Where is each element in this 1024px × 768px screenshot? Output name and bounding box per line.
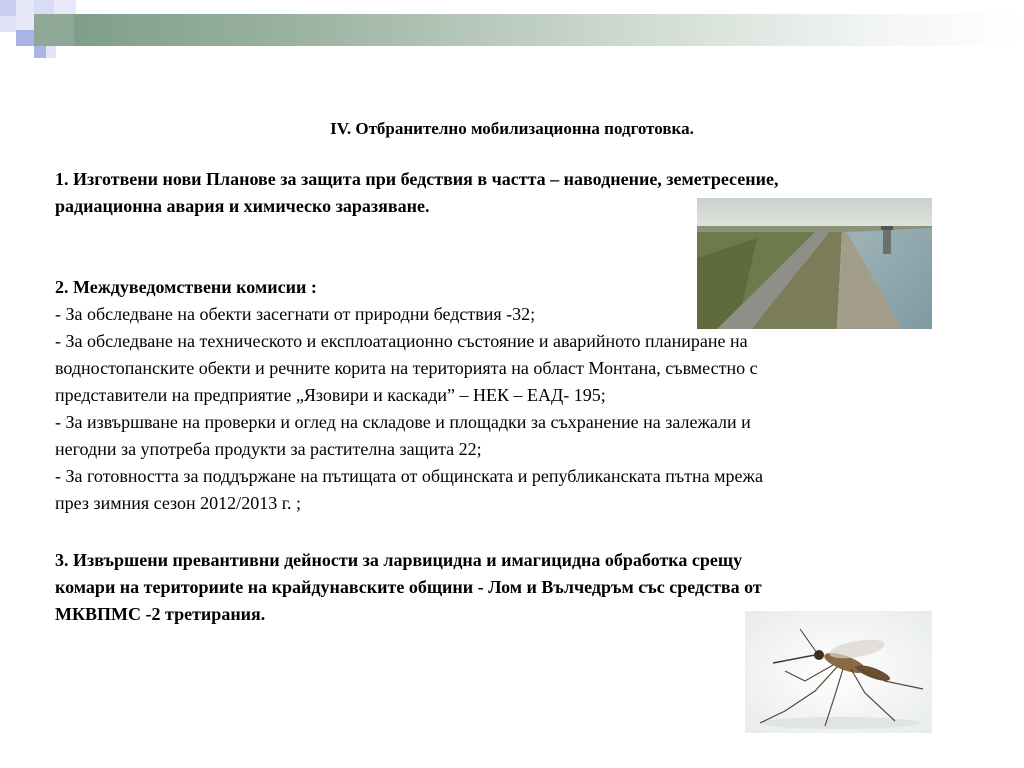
decor-square: [0, 16, 16, 32]
item-3-line: МКВПМС -2 третирания.: [55, 604, 266, 624]
item-1-line: радиационна авария и химическо заразяване.: [55, 196, 430, 216]
item-2-line: - За готовността за поддържане на пътищата от общинската и републиканската пътна мрежа: [55, 466, 763, 486]
item-3-line: комари на територииte на крайдунавските общини - Лом и Вълчедръм със средства от: [55, 577, 762, 597]
item-3-line: 3. Извършени превантивни дейности за ларвицидна и имагицидна обработка срещу: [55, 550, 743, 570]
decor-square: [34, 14, 76, 46]
decor-square: [16, 0, 34, 30]
item-2-heading: 2. Междуведомствени комисии :: [55, 277, 317, 297]
decor-square: [54, 0, 76, 14]
item-2-line: водностопанските обекти и речните корита на територията на област Монтана, съвместно с: [55, 358, 758, 378]
header-gradient-bar: [74, 14, 1024, 46]
dam-photo-image: [697, 198, 932, 329]
dam-photo: [697, 198, 932, 329]
item-2-line: - За обследване на техническото и експлоатационно състояние и аварийното планиране на: [55, 331, 748, 351]
item-2-line: през зимния сезон 2012/2013 г. ;: [55, 493, 302, 513]
item-2-line: представители на предприятие „Язовири и каскади” – НЕК – ЕАД- 195;: [55, 385, 606, 405]
item-2-line: негодни за употреба продукти за растителна защита 22;: [55, 439, 482, 459]
decor-square: [34, 46, 46, 58]
item-2-line: - За извършване на проверки и оглед на складове и площадки за съхранение на залежали и: [55, 412, 751, 432]
slide-title: IV. Отбранително мобилизационна подготовка.: [330, 119, 694, 138]
mosquito-photo-image: [745, 611, 932, 733]
decor-square: [0, 0, 16, 16]
item-2-line: - За обследване на обекти засегнати от природни бедствия -32;: [55, 304, 536, 324]
mosquito-photo: [745, 611, 932, 733]
decor-square: [34, 0, 54, 14]
decor-square: [16, 30, 34, 46]
item-1-line: 1. Изготвени нови Планове за защита при бедствия в частта – наводнение, земетресение,: [55, 169, 779, 189]
decor-square: [46, 46, 56, 58]
